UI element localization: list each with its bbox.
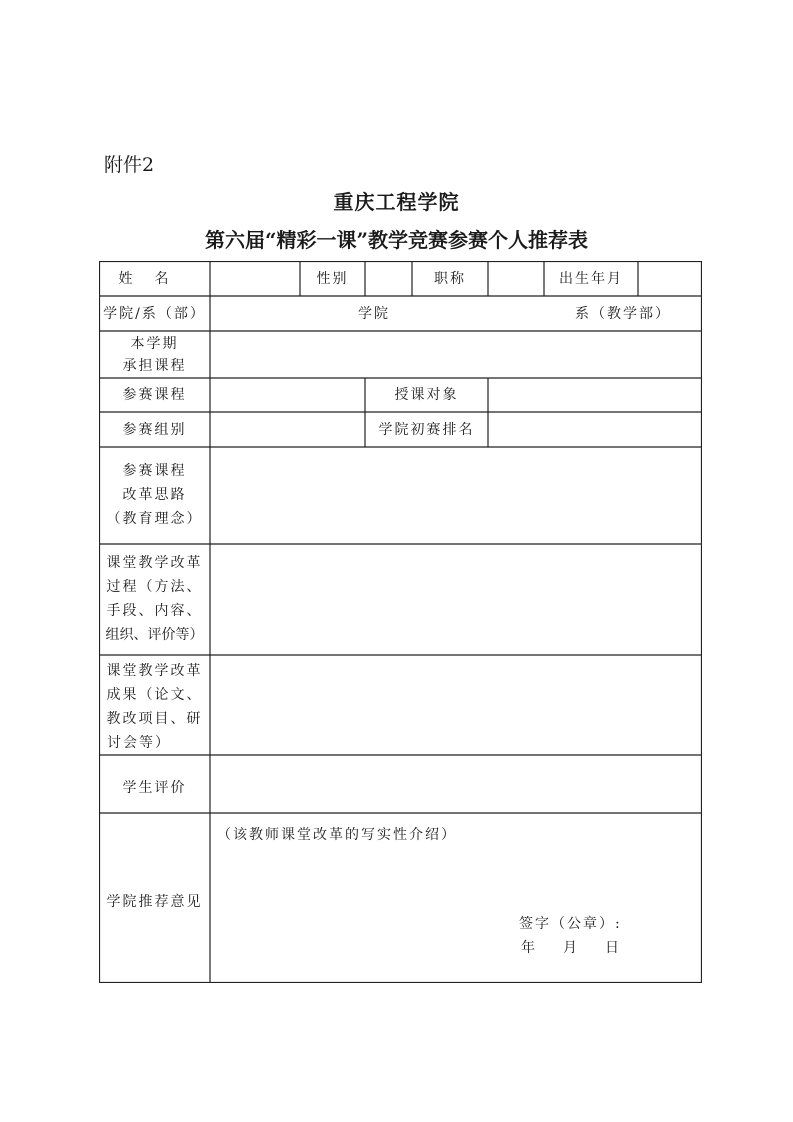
current-courses-label-line: 承担课程 [122, 358, 187, 374]
reform-process-label-line: 组织、评价等） [105, 627, 204, 643]
dept-suffix-text: 系（教学部） [575, 306, 671, 322]
student-evaluation-label: 学生评价 [122, 780, 187, 796]
reform-process-label-line: 手段、内容、 [106, 603, 203, 619]
reform-idea-label [99, 459, 210, 531]
reform-results-label-line: 讨会等） [107, 735, 171, 751]
reform-idea-label-line: 参赛课程 [122, 463, 187, 479]
name-label: 姓名 [118, 271, 191, 287]
teaching-audience-label: 授课对象 [394, 387, 459, 403]
form-title: 第六届“精彩一课”教学竞赛参赛个人推荐表 [204, 228, 588, 252]
date-month-label: 月 [563, 940, 577, 956]
preliminary-rank-label: 学院初赛排名 [378, 422, 475, 438]
gender-label: 性别 [316, 271, 349, 287]
recommendation-note: （该教师课堂改革的写实性介绍） [217, 827, 457, 843]
school-dept-label: 学院/系（部） [103, 306, 206, 322]
competition-group-label: 参赛组别 [122, 422, 187, 438]
recommendation-form [99, 261, 702, 983]
institution-title: 重庆工程学院 [333, 190, 460, 214]
reform-results-label [99, 659, 210, 755]
school-suffix-text: 学院 [358, 306, 390, 322]
reform-results-label-line: 成果（论文、 [106, 687, 203, 703]
reform-process-label-line: 过程（方法、 [106, 579, 203, 595]
attachment-label: 附件2 [104, 154, 155, 176]
professional-title-label: 职称 [434, 271, 466, 287]
current-courses-label-line: 本学期 [130, 336, 179, 352]
reform-process-label [99, 551, 210, 647]
reform-process-label-line: 课堂教学改革 [106, 555, 203, 571]
birth-date-label: 出生年月 [559, 271, 623, 287]
reform-idea-label-line: （教育理念） [106, 511, 203, 527]
competition-course-label: 参赛课程 [122, 387, 187, 403]
signature-date [521, 941, 619, 955]
date-year-label: 年 [521, 940, 535, 956]
college-recommendation-label: 学院推荐意见 [106, 894, 203, 910]
reform-idea-label-line: 改革思路 [122, 487, 187, 503]
signature-seal-label: 签字（公章）: [519, 916, 622, 932]
reform-results-label-line: 课堂教学改革 [106, 663, 203, 679]
current-courses-label [99, 333, 210, 377]
date-day-label: 日 [605, 940, 619, 956]
reform-results-label-line: 教改项目、研 [106, 711, 203, 727]
